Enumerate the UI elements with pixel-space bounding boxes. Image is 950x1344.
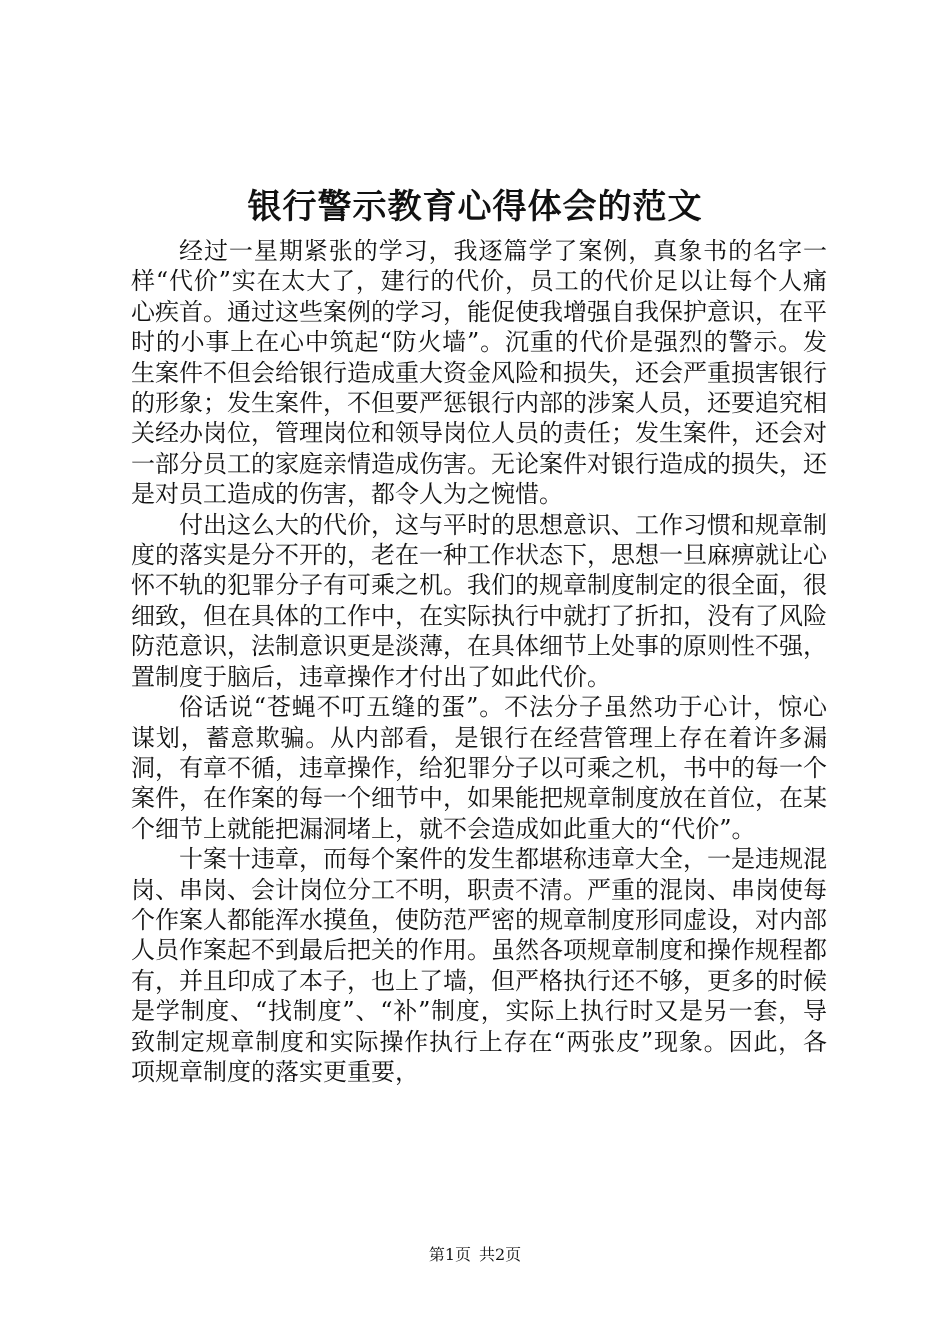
page-total: 共2页 (479, 1245, 522, 1264)
body-paragraph: 付出这么大的代价，这与平时的思想意识、工作习惯和规章制度的落实是分不开的，老在一种工作状态下，思想一旦麻痹就让心怀不轨的犯罪分子有可乘之机。我们的规章制度制定的很全面，很细致，但在具体的工作中，在实际执行中就打了折扣，没有了风险防范意识，法制意识更是淡薄，在具体细节上处事的原则性不强，置制度于脑后，违章操作才付出了如此代价。 (131, 510, 827, 691)
body-paragraph: 十案十违章，而每个案件的发生都堪称违章大全，一是违规混岗、串岗、会计岗位分工不明，职责不清。严重的混岗、串岗使每个作案人都能浑水摸鱼，使防范严密的规章制度形同虚设，对内部人员作案起不到最后把关的作用。虽然各项规章制度和操作规程都有，并且印成了本子，也上了墙，但严格执行还不够，更多的时候是学制度、“找制度”、“补”制度，实际上执行时又是另一套，导致制定规章制度和实际操作执行上存在“两张皮”现象。因此，各项规章制度的落实更重要， (131, 845, 827, 1086)
page-footer (0, 1243, 950, 1267)
document-body (131, 236, 827, 1087)
body-paragraph: 经过一星期紧张的学习，我逐篇学了案例，真象书的名字一样“代价”实在太大了，建行的代价，员工的代价足以让每个人痛心疾首。通过这些案例的学习，能促使我增强自我保护意识，在平时的小事上在心中筑起“防火墙”。沉重的代价是强烈的警示。发生案件不但会给银行造成重大资金风险和损失，还会严重损害银行的形象；发生案件，不但要严惩银行内部的涉案人员，还要追究相关经办岗位，管理岗位和领导岗位人员的责任；发生案件，还会对一部分员工的家庭亲情造成伤害。无论案件对银行造成的损失，还是对员工造成的伤害，都令人为之惋惜。 (131, 237, 827, 509)
body-paragraph: 俗话说“苍蝇不叮五缝的蛋”。不法分子虽然功于心计，惊心谋划，蓄意欺骗。从内部看，是银行在经营管理上存在着许多漏洞，有章不循，违章操作，给犯罪分子以可乘之机，书中的每一个案件，在作案的每一个细节中，如果能把规章制度放在首位，在某个细节上就能把漏洞堵上，就不会造成如此重大的“代价”。 (131, 693, 827, 843)
document-title: 银行警示教育心得体会的范文 (247, 187, 703, 227)
page-number: 第1页 (428, 1245, 471, 1264)
